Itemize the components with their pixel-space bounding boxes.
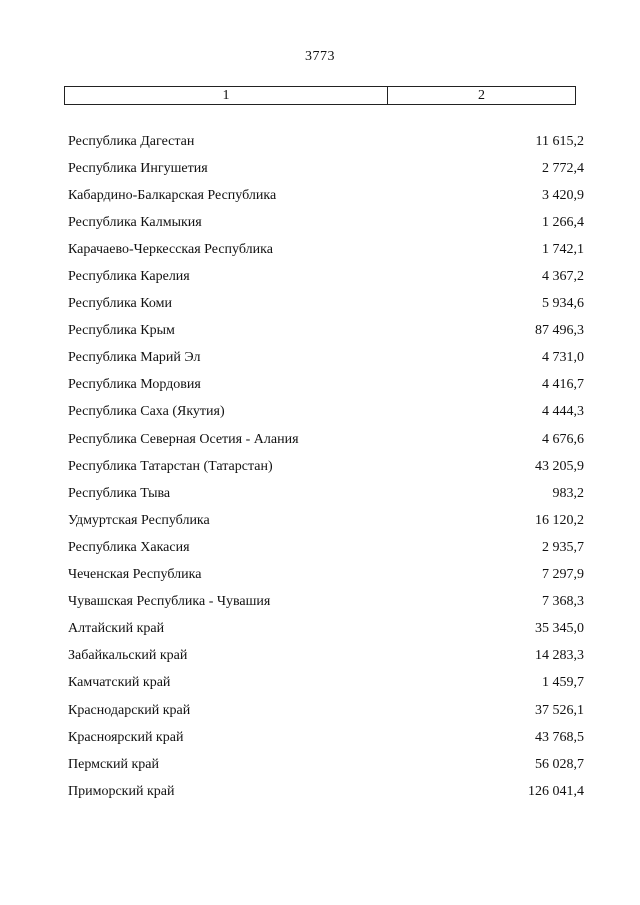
region-amount: 43 205,9 bbox=[535, 458, 584, 474]
region-amount: 43 768,5 bbox=[535, 729, 584, 745]
table-row bbox=[68, 589, 584, 616]
table-row bbox=[68, 778, 584, 805]
region-amount: 4 367,2 bbox=[542, 269, 584, 285]
region-name: Республика Татарстан (Татарстан) bbox=[68, 458, 273, 474]
region-amount: 4 444,3 bbox=[542, 404, 584, 420]
table-row bbox=[68, 453, 584, 480]
region-name: Республика Хакасия bbox=[68, 539, 190, 555]
region-name: Республика Крым bbox=[68, 323, 175, 339]
page-number: 3773 bbox=[305, 49, 335, 64]
table-row bbox=[68, 534, 584, 561]
region-amount: 1 266,4 bbox=[542, 214, 584, 230]
region-amount: 1 459,7 bbox=[542, 675, 584, 691]
table-row bbox=[68, 670, 584, 697]
table-row bbox=[68, 643, 584, 670]
region-amount: 1 742,1 bbox=[542, 241, 584, 257]
table-row bbox=[68, 480, 584, 507]
region-name: Кабардино-Балкарская Республика bbox=[68, 187, 277, 203]
region-amount: 37 526,1 bbox=[535, 702, 584, 718]
region-amount: 4 676,6 bbox=[542, 431, 584, 447]
table-row bbox=[68, 236, 584, 263]
region-amount: 87 496,3 bbox=[535, 323, 584, 339]
region-amount: 7 368,3 bbox=[542, 594, 584, 610]
region-amount: 126 041,4 bbox=[528, 783, 584, 799]
region-name: Удмуртская Республика bbox=[68, 512, 210, 528]
table-row bbox=[68, 507, 584, 534]
table-body bbox=[68, 128, 584, 805]
region-name: Республика Дагестан bbox=[68, 133, 195, 149]
table-row bbox=[68, 372, 584, 399]
region-amount: 16 120,2 bbox=[535, 512, 584, 528]
region-amount: 35 345,0 bbox=[535, 621, 584, 637]
region-name: Республика Карелия bbox=[68, 269, 190, 285]
table-row bbox=[68, 291, 584, 318]
region-name: Республика Мордовия bbox=[68, 377, 201, 393]
table-row bbox=[68, 697, 584, 724]
table-row bbox=[68, 399, 584, 426]
region-name: Республика Калмыкия bbox=[68, 214, 202, 230]
table-row bbox=[68, 724, 584, 751]
region-name: Приморский край bbox=[68, 783, 175, 799]
region-amount: 14 283,3 bbox=[535, 648, 584, 664]
table-row bbox=[68, 263, 584, 290]
region-name: Камчатский край bbox=[68, 675, 171, 691]
region-name: Республика Северная Осетия - Алания bbox=[68, 431, 299, 447]
region-amount: 4 416,7 bbox=[542, 377, 584, 393]
region-name: Чеченская Республика bbox=[68, 567, 202, 583]
region-amount: 3 420,9 bbox=[542, 187, 584, 203]
region-name: Краснодарский край bbox=[68, 702, 191, 718]
region-amount: 5 934,6 bbox=[542, 296, 584, 312]
region-name: Алтайский край bbox=[68, 621, 165, 637]
table-row bbox=[68, 426, 584, 453]
region-name: Республика Коми bbox=[68, 296, 172, 312]
region-amount: 11 615,2 bbox=[535, 133, 584, 149]
region-amount: 4 731,0 bbox=[542, 350, 584, 366]
region-name: Забайкальский край bbox=[68, 648, 188, 664]
table-header bbox=[64, 86, 576, 105]
region-amount: 983,2 bbox=[552, 485, 584, 501]
table-row bbox=[68, 616, 584, 643]
region-name: Пермский край bbox=[68, 756, 159, 772]
region-amount: 7 297,9 bbox=[542, 567, 584, 583]
header-column-1: 1 bbox=[65, 87, 388, 104]
region-amount: 56 028,7 bbox=[535, 756, 584, 772]
region-amount: 2 772,4 bbox=[542, 160, 584, 176]
table-row bbox=[68, 345, 584, 372]
header-column-2: 2 bbox=[478, 87, 485, 103]
region-name: Карачаево-Черкесская Республика bbox=[68, 241, 273, 257]
region-name: Республика Марий Эл bbox=[68, 350, 201, 366]
region-name: Республика Саха (Якутия) bbox=[68, 404, 225, 420]
region-name: Республика Ингушетия bbox=[68, 160, 208, 176]
region-name: Красноярский край bbox=[68, 729, 184, 745]
region-name: Республика Тыва bbox=[68, 485, 171, 501]
region-amount: 2 935,7 bbox=[542, 539, 584, 555]
table-row bbox=[68, 155, 584, 182]
region-name: Чувашская Республика - Чувашия bbox=[68, 594, 271, 610]
table-row bbox=[68, 318, 584, 345]
table-row bbox=[68, 182, 584, 209]
table-row bbox=[68, 751, 584, 778]
table-row bbox=[68, 209, 584, 236]
table-row bbox=[68, 128, 584, 155]
table-row bbox=[68, 562, 584, 589]
